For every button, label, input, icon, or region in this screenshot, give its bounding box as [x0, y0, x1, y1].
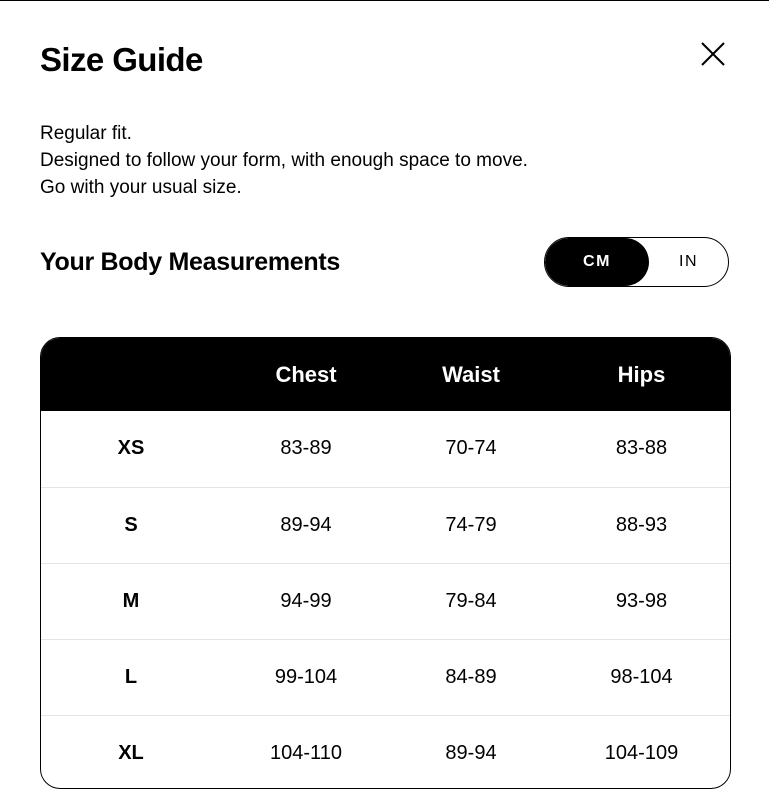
waist-value: 74-79: [391, 487, 551, 563]
waist-value: 84-89: [391, 639, 551, 715]
header-hips: Hips: [617, 361, 666, 387]
chest-value: 83-89: [280, 437, 332, 460]
fit-description-line: Go with your usual size.: [40, 177, 242, 198]
size-label: XL: [41, 715, 221, 789]
hips-value: 98-104: [551, 639, 731, 715]
header-chest: Chest: [275, 361, 337, 387]
unit-option-cm[interactable]: CM: [545, 238, 649, 286]
fit-description-line: Designed to follow your form, with enough space to move.: [40, 150, 528, 171]
size-label: XS: [117, 437, 145, 460]
close-icon: [697, 38, 729, 70]
hips-value: 88-93: [551, 487, 731, 563]
table-row: [41, 715, 731, 789]
table-row: [41, 639, 731, 715]
fit-description: [40, 120, 528, 201]
hips-value: 93-98: [551, 563, 731, 639]
chest-value: 104-110: [221, 715, 391, 789]
unit-toggle[interactable]: [544, 237, 729, 287]
header-waist: Waist: [442, 361, 500, 387]
size-label: M: [41, 563, 221, 639]
hips-value: 104-109: [551, 715, 731, 789]
close-button[interactable]: [697, 38, 729, 70]
chest-value: 89-94: [221, 487, 391, 563]
size-label: S: [41, 487, 221, 563]
chest-value: 94-99: [221, 563, 391, 639]
unit-option-in[interactable]: IN: [649, 238, 728, 286]
fit-description-line: Regular fit.: [40, 123, 132, 144]
waist-value: 70-74: [445, 437, 497, 460]
table-row: [41, 411, 731, 487]
chest-value: 99-104: [221, 639, 391, 715]
header-size: [41, 338, 221, 411]
top-divider: [0, 0, 769, 1]
size-table: [40, 337, 731, 789]
table-row: [41, 563, 731, 639]
size-label: L: [41, 639, 221, 715]
waist-value: 79-84: [391, 563, 551, 639]
table-header-row: [41, 338, 731, 411]
page-title: Size Guide: [40, 41, 203, 78]
hips-value: 83-88: [615, 437, 668, 460]
waist-value: 89-94: [391, 715, 551, 789]
table-row: [41, 487, 731, 563]
section-title: Your Body Measurements: [40, 248, 340, 276]
